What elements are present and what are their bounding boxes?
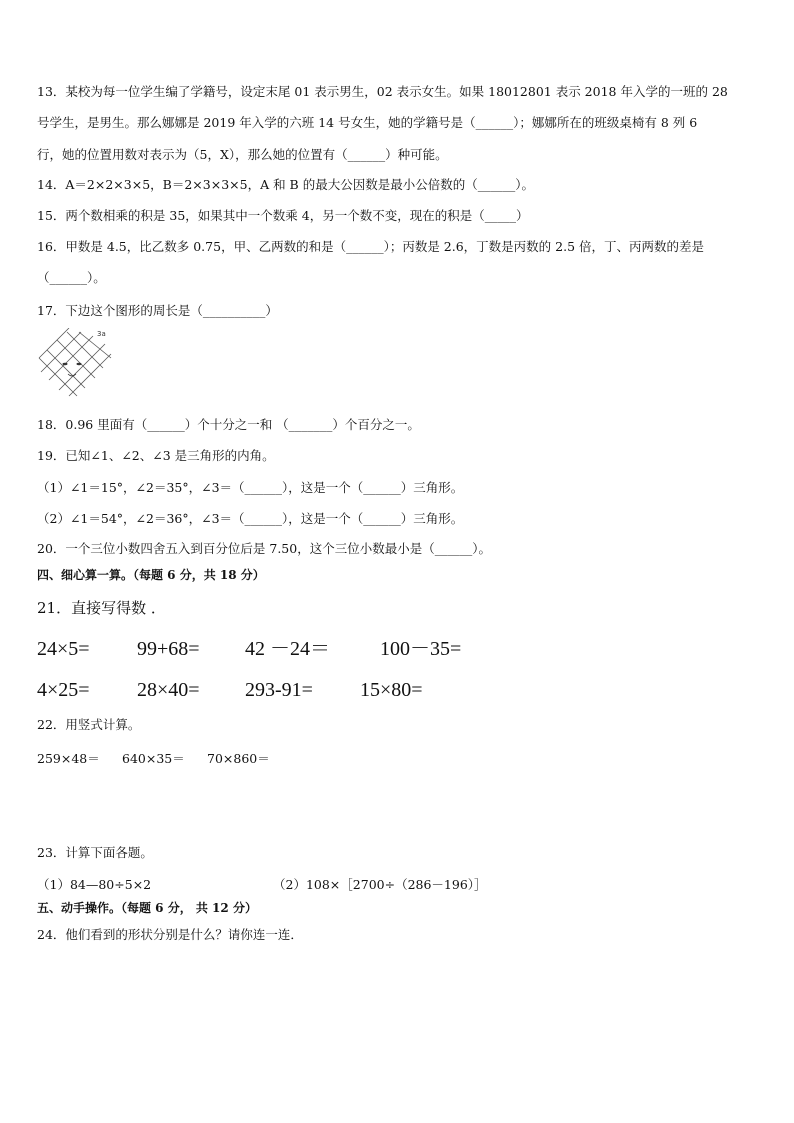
q16-line1: 16．甲数是 4.5，比乙数多 0.75，甲、乙两数的和是（______）；丙数是 2.6，丁数是丙数的 2.5 倍，丁、丙两数的差是 xyxy=(37,239,704,254)
q22-title: 22．用竖式计算。 xyxy=(37,717,141,732)
q21-row2-item: 4×25= xyxy=(37,679,90,701)
q22-item: 259×48＝ xyxy=(37,751,100,766)
q21-title: 21．直接写得数 ． xyxy=(37,599,166,617)
q17: 17．下边这个图形的周长是（__________） xyxy=(37,303,278,318)
q19-stem: 19．已知∠1、∠2、∠3 是三角形的内角。 xyxy=(37,448,275,463)
q13-line3: 行，她的位置用数对表示为（5，X），那么她的位置有（______）种可能。 xyxy=(37,147,448,162)
q23-item: （1）84—80÷5×2 xyxy=(37,877,152,892)
section5-heading: 五、动手操作。（每题 6 分， 共 12 分） xyxy=(37,901,257,915)
section4-heading: 四、细心算一算。（每题 6 分，共 18 分） xyxy=(37,568,265,582)
q21-row2-item: 293-91= xyxy=(245,679,313,701)
q13-line1: 13．某校为每一位学生编了学籍号，设定末尾 01 表示男生，02 表示女生。如果 18012801 表示 2018 年入学的一班的 28 xyxy=(37,84,728,99)
q21-row1-item: 99+68= xyxy=(137,638,200,660)
q21-row2-item: 28×40= xyxy=(137,679,200,701)
q22-item: 70×860＝ xyxy=(207,751,270,766)
q15: 15．两个数相乘的积是 35，如果其中一个数乘 4，另一个数不变，现在的积是（_____） xyxy=(37,208,529,223)
q19-part1: （1）∠1＝15°，∠2＝35°，∠3＝（______），这是一个（______）三角形。 xyxy=(37,480,464,495)
q21-row1-item: 42 －24＝ xyxy=(245,638,330,660)
q16-line2: （______）。 xyxy=(37,270,106,285)
q17-figure-label: 3a xyxy=(97,330,106,338)
q14: 14．A＝2×2×3×5，B＝2×3×3×5，A 和 B 的最大公因数是最小公倍数的（______）。 xyxy=(37,177,534,192)
q23-item: （2）108×［2700÷（286－196）］ xyxy=(273,877,487,892)
q21-row2-item: 15×80= xyxy=(360,679,423,701)
q13-line2: 号学生，是男生。那么娜娜是 2019 年入学的六班 14 号女生，她的学籍号是（______）；娜娜所在的班级桌椅有 8 列 6 xyxy=(37,115,698,130)
q17-staircase-figure xyxy=(37,328,117,398)
q18: 18．0.96 里面有（______）个十分之一和 （_______）个百分之一。 xyxy=(37,417,420,432)
q22-item: 640×35＝ xyxy=(122,751,185,766)
q21-row1-item: 24×5= xyxy=(37,638,90,660)
q21-row1-item: 100－35= xyxy=(380,638,462,660)
q24: 24．他们看到的形状分别是什么？请你连一连． xyxy=(37,927,303,942)
q19-part2: （2）∠1＝54°，∠2＝36°，∠3＝（______），这是一个（______）三角形。 xyxy=(37,511,464,526)
q23-title: 23．计算下面各题。 xyxy=(37,845,153,860)
q20: 20．一个三位小数四舍五入到百分位后是 7.50，这个三位小数最小是（______）。 xyxy=(37,541,491,556)
